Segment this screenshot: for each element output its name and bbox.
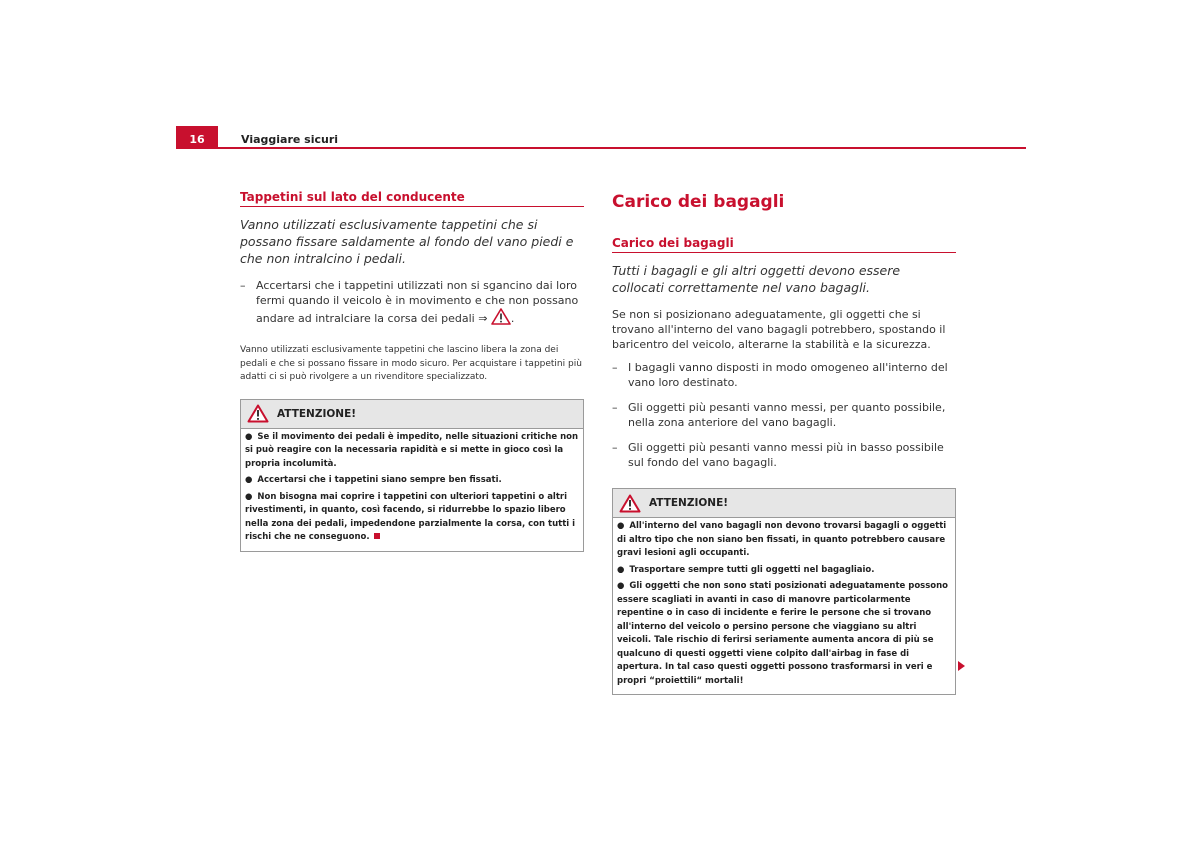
list-item: – Gli oggetti più pesanti vanno messi, per quanto possibile, nella zona anteriore del vano bagagli. (612, 401, 946, 429)
warning-title: ATTENZIONE! (649, 497, 729, 509)
running-title: Viaggiare sicuri (241, 133, 339, 146)
warning-triangle-icon (619, 494, 641, 513)
warning-point: ● Non bisogna mai coprire i tappetini con ulteriori tappetini o altri rivestimenti, in quanto, così facendo, si ridurrebbe lo spazio libero nella zona dei pedali, impedendone parzialmente la corsa, con tutti i rischi che ne conseguono. (245, 491, 576, 542)
warning-header (241, 400, 583, 429)
instruction-end: . (510, 312, 515, 325)
page-number: 16 (176, 126, 218, 149)
warning-point: ● Gli oggetti che non sono stati posizionati adeguatamente possono essere scagliati in avanti in caso di manovre particolarmente repentine o in caso di incidente e ferire le persone che si trovano all'interno del veicolo o persino persone che viaggiano su altri veicoli. Tale rischio di ferirsi seriamente aumenta ancora di più se qualcuno di questi oggetti viene colpito dall'airbag in fase di apertura. In tal caso questi oggetti possono trasformarsi in veri e propri “proiettili“ mortali! (617, 581, 949, 686)
dash-marker: – (240, 279, 246, 292)
bullet: ● (617, 521, 625, 531)
warning-header (613, 489, 955, 518)
dash-marker: – (612, 441, 618, 454)
body-paragraph: Se non si posizionano adeguatamente, gli oggetti che si trovano all'interno del vano bagagli potrebbero, spostando il baricentro del veicolo, alterarne la stabilità e la sicurezza. (612, 308, 946, 351)
warning-box-luggage (612, 488, 956, 695)
bullet: ● (245, 431, 253, 442)
lead-paragraph: Tutti i bagagli e gli altri oggetti devono essere collocati correttamente nel vano bagagli. (612, 263, 901, 295)
dash-marker: – (612, 361, 618, 374)
warning-point: ● Accertarsi che i tappetini siano sempre ben fissati. (245, 475, 502, 485)
warning-point: ● Se il movimento dei pedali è impedito, nelle situazioni critiche non si può reagire con la necessaria rapidità e si mette in gioco così la propria incolumità. (245, 431, 579, 469)
lead-paragraph: Vanno utilizzati esclusivamente tappetini che si possano fissare saldamente al fondo del vano piedi e che non intralcino i pedali. (240, 217, 574, 266)
warning-title: ATTENZIONE! (277, 407, 357, 420)
bullet: ● (245, 491, 253, 502)
left-column (240, 190, 584, 552)
chapter-heading-luggage: Carico dei bagagli (612, 192, 785, 212)
list-item: – Gli oggetti più pesanti vanno messi più in basso possibile sul fondo del vano bagagli. (612, 441, 944, 469)
warning-triangle-icon (247, 404, 269, 423)
next-page-arrow-icon (958, 661, 965, 671)
warning-point: ● Trasportare sempre tutti gli oggetti nel bagagliaio. (617, 564, 875, 575)
warning-body (613, 518, 955, 694)
section-end-square-icon (374, 533, 380, 539)
list-item: – I bagagli vanno disposti in modo omogeneo all'interno del vano loro destinato. (612, 361, 948, 389)
bullet: ● (617, 581, 625, 591)
section-heading-luggage: Carico dei bagagli (612, 236, 956, 253)
bullet: ● (245, 475, 253, 485)
right-column (612, 190, 956, 695)
warning-body (241, 429, 583, 551)
bullet: ● (617, 564, 625, 575)
header-rule (176, 147, 1026, 149)
instruction-item (240, 278, 584, 326)
warning-box-floor-mats (240, 399, 584, 552)
warning-triangle-icon (491, 308, 511, 325)
dash-marker: – (612, 401, 618, 414)
warning-point: ● All'interno del vano bagagli non devono trovarsi bagagli o oggetti di altro tipo che non siano ben fissati, in quanto potrebbero causare gravi lesioni agli occupanti. (617, 521, 947, 558)
instruction-text: Accertarsi che i tappetini utilizzati non si sgancino dai loro fermi quando il veicolo è in movimento e che non possano andare ad intralciare la corsa dei pedali ⇒ (256, 279, 579, 325)
note-paragraph: Vanno utilizzati esclusivamente tappetini che lascino libera la zona dei pedali e che si possano fissare in modo sicuro. Per acquistare i tappetini più adatti ci si può rivolgere a un rivenditore specializzato. (240, 345, 582, 382)
section-heading-floor-mats: Tappetini sul lato del conducente (240, 190, 584, 207)
